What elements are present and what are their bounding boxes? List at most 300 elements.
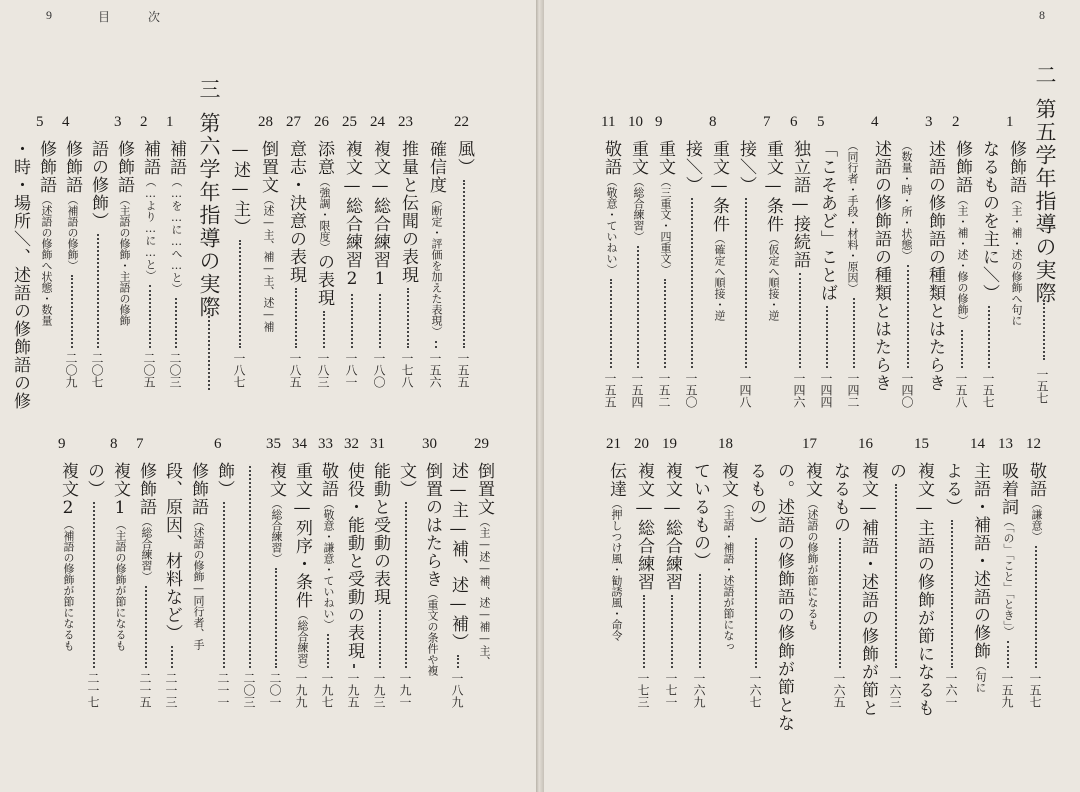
left-top-leader-dots <box>461 180 465 348</box>
left-top-leader-dots <box>377 294 381 348</box>
right-top-entry-part: （確定へ順接・逆 <box>713 233 726 321</box>
right-top-leader-dots <box>986 306 990 368</box>
left-bottom-entry-part: （総合練習） <box>270 498 283 564</box>
right-top-entry-part: （三重文・四重文） <box>659 176 672 275</box>
left-bottom-page-number: 一九三 <box>372 672 386 708</box>
left-bottom-entry-part: 修飾語 <box>188 462 208 516</box>
right-bottom-entry-part: 複文—総合練習 <box>634 462 654 591</box>
right-bottom-entry-number: 16 <box>858 436 873 452</box>
right-top-entry-text <box>680 140 705 194</box>
right-bottom-page-number: 一七一 <box>664 672 678 708</box>
left-bottom-entry-part: （主語の修飾が節になるも <box>114 519 127 651</box>
right-top-page-number: 一五〇 <box>684 372 698 408</box>
right-top-entry-part: 重文—条件 <box>709 140 729 233</box>
left-sub-entry-text <box>60 140 85 271</box>
left-top-entry-part: 推量と伝聞の表現 <box>398 140 418 284</box>
right-top-page-number: 一五四 <box>630 372 644 408</box>
left-top-entry-text <box>424 140 449 337</box>
left-bottom-leader-dots <box>221 502 225 668</box>
right-bottom-page-number: 一七三 <box>636 672 650 708</box>
left-bottom-entry-text <box>342 462 367 660</box>
left-top-entry-part: 複文—総合練習1 <box>370 140 390 290</box>
right-top-leader-dots <box>851 298 855 368</box>
left-top-leader-dots <box>433 341 437 348</box>
left-top-entry-text <box>256 140 281 332</box>
left-sub-entry-number: 4 <box>62 114 70 130</box>
left-bottom-entry-text <box>212 462 237 498</box>
left-top-leader-dots <box>349 294 353 348</box>
left-bottom-entry-number: 33 <box>318 436 333 452</box>
left-bottom-page-number: 二一三 <box>164 672 178 708</box>
left-bottom-entry-number: 29 <box>474 436 489 452</box>
left-bottom-leader-dots <box>247 466 251 668</box>
right-chapter-dots <box>1041 300 1045 360</box>
right-bottom-entry-text <box>968 462 993 693</box>
right-top-page-number: 一四二 <box>846 372 860 408</box>
right-top-leader-dots <box>608 279 612 368</box>
left-bottom-page-number: 一九五 <box>346 672 360 708</box>
left-top-leader-dots <box>321 311 325 348</box>
right-top-entry-text <box>869 140 894 392</box>
right-top-entry-text <box>761 140 786 321</box>
right-top-leader-dots <box>743 198 747 368</box>
right-chapter-page: 一五七 <box>1035 368 1049 404</box>
right-top-leader-dots <box>959 330 963 368</box>
right-bottom-page-number: 一五九 <box>1000 672 1014 708</box>
left-bottom-entry-part: 複文1 <box>110 462 130 519</box>
left-top-entry-text <box>284 140 309 284</box>
left-bottom-entry-text <box>264 462 289 564</box>
right-bottom-page-number: 一六三 <box>888 672 902 708</box>
left-top-page-number: 一八〇 <box>372 352 386 388</box>
right-bottom-entry-text <box>688 462 713 570</box>
right-bottom-page-number: 一五七 <box>1028 672 1042 708</box>
left-bottom-entry-part: 能動と受動の表現 <box>370 462 390 606</box>
left-sub-entry-number: 3 <box>114 114 122 130</box>
left-top-entry-number: 25 <box>342 114 357 130</box>
left-chapter-title: 第六学年指導の実際 <box>197 112 221 319</box>
right-top-entry-part: （仮定へ順接・逆 <box>767 233 780 321</box>
right-bottom-entry-part: 吸着詞 <box>998 462 1018 516</box>
right-top-page-number: 一五七 <box>981 372 995 408</box>
right-top-entry-text <box>599 140 624 275</box>
left-bottom-entry-part: （重文の条件や複 <box>426 588 439 676</box>
right-top-leader-dots <box>905 265 909 368</box>
left-bottom-leader-dots <box>351 664 355 668</box>
right-top-page-number: 一四〇 <box>900 372 914 408</box>
right-bottom-entry-number: 17 <box>802 436 817 452</box>
left-sub-entry-number: 2 <box>140 114 148 130</box>
right-bottom-entry-text <box>716 462 741 652</box>
right-top-entry-text <box>734 140 759 194</box>
right-bottom-entry-text <box>884 462 909 480</box>
left-top-entry-part: 確信度 <box>426 140 446 194</box>
right-top-entry-number: 6 <box>790 114 798 130</box>
left-top-page-number: 一五六 <box>428 352 442 388</box>
right-top-entry-number: 11 <box>601 114 616 130</box>
left-bottom-entry-number: 6 <box>214 436 222 452</box>
left-bottom-entry-text <box>186 462 211 650</box>
left-sub-entry-part: （…を…に…へ…と） <box>170 176 183 294</box>
right-bottom-entry-number: 21 <box>606 436 621 452</box>
left-bottom-entry-part: （補語の修飾が節になるも <box>62 519 75 651</box>
left-bottom-entry-part: （敬意・謙意・ていねい） <box>322 498 335 630</box>
right-bottom-entry-part: 複文—総合練習 <box>662 462 682 591</box>
right-bottom-entry-text <box>800 462 825 630</box>
left-top-entry-text <box>312 140 337 307</box>
left-sub-entry-number: 5 <box>36 114 44 130</box>
left-top-entry-part: （断定・評価を加えた表現） <box>430 194 443 337</box>
left-bottom-entry-part: の） <box>84 462 104 498</box>
left-bottom-entry-part: 述—主—補、述—補） <box>448 462 468 651</box>
right-top-entry-number: 4 <box>871 114 879 130</box>
left-sub-entry-part: 補語 <box>166 140 186 176</box>
right-top-leader-dots <box>689 198 693 368</box>
left-bottom-entry-text <box>160 462 185 642</box>
left-bottom-entry-number: 35 <box>266 436 281 452</box>
left-sub-entry-part: （主語の修飾・主語の修飾 <box>118 194 131 326</box>
right-bottom-leader-dots <box>1033 546 1037 668</box>
right-chapter-title: 第五学年指導の実際 <box>1033 98 1057 305</box>
left-top-entry-number: 28 <box>258 114 273 130</box>
right-top-entry-number: 8 <box>709 114 717 130</box>
right-bottom-entry-part: （謙意） <box>1030 498 1043 542</box>
right-bottom-entry-part: なるもの <box>830 462 850 534</box>
right-bottom-entry-number: 13 <box>998 436 1013 452</box>
left-bottom-entry-number: 32 <box>344 436 359 452</box>
left-top-entry-text <box>340 140 365 290</box>
right-top-entry-number: 1 <box>1006 114 1014 130</box>
left-sub-leader-dots <box>95 234 99 348</box>
left-top-entry-part: —述—主） <box>230 140 250 236</box>
left-bottom-entry-text <box>134 462 159 582</box>
left-bottom-entry-part: 倒置文 <box>474 462 494 516</box>
left-top-entry-part: （述—主、補—主、述—補 <box>262 194 275 332</box>
left-bottom-entry-part: 複文2 <box>58 462 78 519</box>
right-top-leader-dots <box>797 273 801 368</box>
right-top-entry-part: 敬語 <box>601 140 621 176</box>
left-top-entry-text <box>396 140 421 284</box>
right-top-entry-text <box>896 140 916 261</box>
left-sub-entry-part: 修飾語 <box>36 140 56 194</box>
left-bottom-entry-text <box>316 462 341 630</box>
right-bottom-entry-text <box>660 462 685 591</box>
right-top-entry-part: 重文—条件 <box>763 140 783 233</box>
right-top-entry-text <box>788 140 813 269</box>
left-sub-entry-part: 語の修飾） <box>88 140 108 230</box>
right-top-entry-part: 述語の修飾語の種類とはたらき <box>925 140 945 392</box>
right-top-entry-number: 5 <box>817 114 825 130</box>
right-bottom-page-number: 一六九 <box>692 672 706 708</box>
right-top-entry-part: （主・補・述の修飾へ句に <box>1010 194 1023 326</box>
right-bottom-page-number: 一六七 <box>748 672 762 708</box>
left-bottom-entry-text <box>394 462 419 498</box>
right-top-entry-part: 「こそあど」ことば <box>817 140 837 302</box>
left-sub-entry-text <box>86 140 111 230</box>
left-top-entry-text <box>368 140 393 290</box>
left-bottom-entry-text <box>56 462 81 651</box>
left-bottom-entry-part: 修飾語 <box>136 462 156 516</box>
right-top-entry-number: 2 <box>952 114 960 130</box>
left-bottom-leader-dots <box>455 655 459 668</box>
left-top-entry-number: 24 <box>370 114 385 130</box>
left-bottom-page-number: 一九一 <box>398 672 412 708</box>
left-bottom-entry-part: 倒置のはたらき <box>422 462 442 588</box>
right-bottom-leader-dots <box>753 538 757 668</box>
left-bottom-entry-part: 飾） <box>214 462 234 498</box>
right-bottom-entry-number: 15 <box>914 436 929 452</box>
right-top-entry-text <box>707 140 732 321</box>
left-bottom-page-number: 二〇一 <box>268 672 282 708</box>
right-page <box>544 0 1080 792</box>
left-bottom-entry-number: 7 <box>136 436 144 452</box>
right-bottom-leader-dots <box>837 538 841 668</box>
right-bottom-entry-part: 伝達 <box>606 462 626 498</box>
left-top-page-number: 一八三 <box>316 352 330 388</box>
left-top-entry-part: （強調・限度） <box>318 176 331 253</box>
left-bottom-entry-text <box>290 462 315 675</box>
left-bottom-entry-part: （総合練習） <box>296 609 309 675</box>
left-top-page-number: 一八五 <box>288 352 302 388</box>
left-bottom-leader-dots <box>273 568 277 668</box>
left-bottom-entry-part: 重文—列序・条件 <box>292 462 312 609</box>
left-sub-entry-number: 1 <box>166 114 174 130</box>
right-top-entry-part: （敬意・ていねい） <box>605 176 618 275</box>
right-top-entry-part: 独立語—接続語 <box>790 140 810 269</box>
right-top-entry-part: （数量・時・所・状態） <box>900 140 913 261</box>
left-bottom-entry-part: （述語の修飾—同行者、手 <box>192 516 205 650</box>
right-bottom-entry-part: 複文 <box>802 462 822 498</box>
left-header-label-1: 目 <box>98 10 111 24</box>
left-top-page-number: 一五五 <box>456 352 470 388</box>
right-top-entry-text <box>923 140 948 392</box>
left-bottom-entry-number: 31 <box>370 436 385 452</box>
right-bottom-page-number: 一六五 <box>832 672 846 708</box>
right-top-page-number: 一五二 <box>657 372 671 408</box>
left-top-entry-part: の表現 <box>314 253 334 307</box>
right-bottom-entry-part: （押しつけ風・勧誘風・命令 <box>610 498 623 641</box>
right-top-entry-part: なるものを主に＼） <box>979 140 999 302</box>
left-sub-entry-part: 修飾語 <box>114 140 134 194</box>
left-top-entry-number: 27 <box>286 114 301 130</box>
right-top-leader-dots <box>635 246 639 368</box>
right-bottom-entry-part: 敬語 <box>1026 462 1046 498</box>
left-sub-entry-text <box>138 140 163 281</box>
right-bottom-entry-text <box>772 462 797 732</box>
left-bottom-leader-dots <box>403 502 407 668</box>
right-bottom-entry-part: ているもの） <box>690 462 710 570</box>
left-sub-entry-part: 修飾語 <box>62 140 82 194</box>
left-bottom-page-number: 二〇三 <box>242 672 256 708</box>
right-top-entry-text <box>1004 140 1029 326</box>
right-bottom-entry-text <box>912 462 937 717</box>
right-bottom-page-number: 一六一 <box>944 672 958 708</box>
right-top-entry-part: （同行者・手段・材料・原因） <box>846 140 859 294</box>
right-top-entry-part: 接＼） <box>736 140 756 194</box>
right-top-entry-number: 9 <box>655 114 663 130</box>
left-top-entry-part: 添意 <box>314 140 334 176</box>
right-top-entry-part: 接＼） <box>682 140 702 194</box>
left-bottom-leader-dots <box>325 634 329 668</box>
right-bottom-entry-text <box>604 462 629 641</box>
left-top-entry-number: 23 <box>398 114 413 130</box>
left-top-leader-dots <box>293 288 297 348</box>
left-bottom-entry-text <box>472 462 497 667</box>
left-sub-entry-text <box>164 140 189 294</box>
left-top-entry-text <box>228 140 253 236</box>
right-bottom-entry-part: 複文—主語の修飾が節になるも <box>914 462 934 717</box>
right-bottom-leader-dots <box>669 595 673 668</box>
left-bottom-entry-number: 34 <box>292 436 307 452</box>
left-top-entry-part: 倒置文 <box>258 140 278 194</box>
left-bottom-page-number: 二一七 <box>86 672 100 708</box>
left-header-label-2: 次 <box>148 10 161 24</box>
left-sub-leader-dots <box>69 275 73 348</box>
left-bottom-page-number: 一九九 <box>294 672 308 708</box>
right-bottom-entry-text <box>828 462 853 534</box>
right-bottom-entry-number: 20 <box>634 436 649 452</box>
right-bottom-entry-part: （主語・補語・述語が節になっ <box>722 498 735 652</box>
right-top-entry-part: 修飾語 <box>1006 140 1026 194</box>
right-bottom-entry-part: 主語・補語・述語の修飾 <box>970 462 990 660</box>
left-top-page-number: 一八一 <box>344 352 358 388</box>
left-bottom-entry-text <box>420 462 445 676</box>
left-bottom-entry-number: 8 <box>110 436 118 452</box>
right-bottom-entry-part: （句に <box>974 660 987 693</box>
left-bottom-entry-part: （総合練習） <box>140 516 153 582</box>
left-bottom-page-number: 二一一 <box>216 672 230 708</box>
right-top-page-number: 一四六 <box>792 372 806 408</box>
right-bottom-entry-number: 12 <box>1026 436 1041 452</box>
book-gutter <box>536 0 544 792</box>
left-top-leader-dots <box>405 288 409 348</box>
left-sub-entry-part: （…より…に…と） <box>144 176 157 281</box>
left-top-entry-part: 風） <box>454 140 474 176</box>
right-header-page-number: 8 <box>1039 8 1045 22</box>
right-bottom-entry-text <box>632 462 657 591</box>
right-top-entry-text <box>977 140 1002 302</box>
left-bottom-entry-number: 30 <box>422 436 437 452</box>
left-top-entry-part: 複文—総合練習2 <box>342 140 362 290</box>
left-bottom-leader-dots <box>91 502 95 668</box>
right-bottom-entry-number: 18 <box>718 436 733 452</box>
left-top-entry-part: 意志・決意の表現 <box>286 140 306 284</box>
left-header-page-number: 9 <box>46 8 52 22</box>
right-bottom-leader-dots <box>893 484 897 668</box>
right-bottom-leader-dots <box>641 595 645 668</box>
right-bottom-leader-dots <box>1005 641 1009 668</box>
right-bottom-entry-text <box>856 462 881 717</box>
left-top-entry-number: 22 <box>454 114 469 130</box>
left-bottom-page-number: 一八九 <box>450 672 464 708</box>
left-bottom-entry-part: 文） <box>396 462 416 498</box>
right-bottom-entry-number: 14 <box>970 436 985 452</box>
left-sub-entry-text <box>8 140 33 410</box>
right-top-page-number: 一四八 <box>738 372 752 408</box>
left-sub-page-number: 二〇七 <box>90 352 104 388</box>
right-top-leader-dots <box>662 279 666 368</box>
right-bottom-entry-part: の。述語の修飾語の修飾が節とな <box>774 462 794 732</box>
right-top-entry-part: 重文 <box>628 140 648 176</box>
right-bottom-entry-part: 複文—補語・述語の修飾が節と <box>858 462 878 717</box>
left-chapter-dots <box>206 300 210 390</box>
right-bottom-entry-text <box>940 462 965 516</box>
right-top-entry-text <box>815 140 840 302</box>
left-sub-entry-part: （補語の修飾） <box>66 194 79 271</box>
left-bottom-leader-dots <box>143 586 147 668</box>
right-bottom-entry-part: の <box>886 462 906 480</box>
left-sub-leader-dots <box>173 298 177 348</box>
left-bottom-entry-number: 9 <box>58 436 66 452</box>
right-bottom-entry-text <box>744 462 769 534</box>
left-page <box>0 0 537 792</box>
right-top-page-number: 一五五 <box>603 372 617 408</box>
left-bottom-entry-part: 使役・能動と受動の表現 <box>344 462 364 660</box>
right-top-page-number: 一四四 <box>819 372 833 408</box>
left-sub-entry-part: （述語の修飾へ状態・数量 <box>40 194 53 326</box>
right-top-entry-number: 10 <box>628 114 643 130</box>
left-top-page-number: 一七八 <box>400 352 414 388</box>
right-top-entry-number: 3 <box>925 114 933 130</box>
right-top-entry-part: 重文 <box>655 140 675 176</box>
left-chapter-label: 三 <box>197 78 221 101</box>
right-top-entry-part: 述語の修飾語の種類とはたらき <box>871 140 891 392</box>
right-bottom-entry-part: るもの） <box>746 462 766 534</box>
left-bottom-leader-dots <box>169 646 173 668</box>
right-bottom-entry-part: （「の」「こと」「とき」） <box>1002 516 1015 637</box>
left-top-page-number: 一八七 <box>232 352 246 388</box>
right-top-entry-part: （総合練習） <box>632 176 645 242</box>
right-bottom-leader-dots <box>949 520 953 668</box>
right-top-entry-text <box>626 140 651 242</box>
right-top-entry-part: 修飾語 <box>952 140 972 194</box>
right-bottom-entry-part: （述語の修飾が節になるも <box>806 498 819 630</box>
left-top-leader-dots <box>237 240 241 348</box>
left-bottom-entry-part: 敬語 <box>318 462 338 498</box>
right-top-page-number: 一五八 <box>954 372 968 408</box>
left-bottom-entry-text <box>368 462 393 606</box>
left-top-entry-text <box>452 140 477 176</box>
left-bottom-entry-text <box>108 462 133 651</box>
right-chapter-label: 二 <box>1033 64 1057 87</box>
left-bottom-entry-text <box>82 462 107 498</box>
right-top-entry-part: （主・補・述・修の修飾） <box>956 194 969 326</box>
right-bottom-entry-text <box>1024 462 1049 542</box>
right-top-leader-dots <box>824 306 828 368</box>
left-sub-entry-part: 補語 <box>140 140 160 176</box>
right-top-entry-text <box>950 140 975 326</box>
left-bottom-page-number: 二一五 <box>138 672 152 708</box>
left-sub-page-number: 二〇三 <box>168 352 182 388</box>
left-bottom-entry-part: 複文 <box>266 462 286 498</box>
left-bottom-entry-part: 段、原因、材料など） <box>162 462 182 642</box>
right-top-entry-text <box>653 140 678 275</box>
left-sub-page-number: 二〇九 <box>64 352 78 388</box>
left-bottom-entry-part: （主—述—補、述—補—主、 <box>478 516 491 667</box>
left-sub-leader-dots <box>147 285 151 348</box>
right-bottom-entry-text <box>996 462 1021 637</box>
left-bottom-page-number: 一九七 <box>320 672 334 708</box>
right-bottom-entry-number: 19 <box>662 436 677 452</box>
left-bottom-leader-dots <box>377 610 381 668</box>
left-top-entry-number: 26 <box>314 114 329 130</box>
left-sub-entry-text <box>34 140 59 326</box>
right-bottom-leader-dots <box>697 574 701 668</box>
right-top-entry-number: 7 <box>763 114 771 130</box>
left-sub-entry-text <box>112 140 137 326</box>
right-bottom-entry-part: よる） <box>942 462 962 516</box>
right-top-entry-text <box>842 140 862 294</box>
